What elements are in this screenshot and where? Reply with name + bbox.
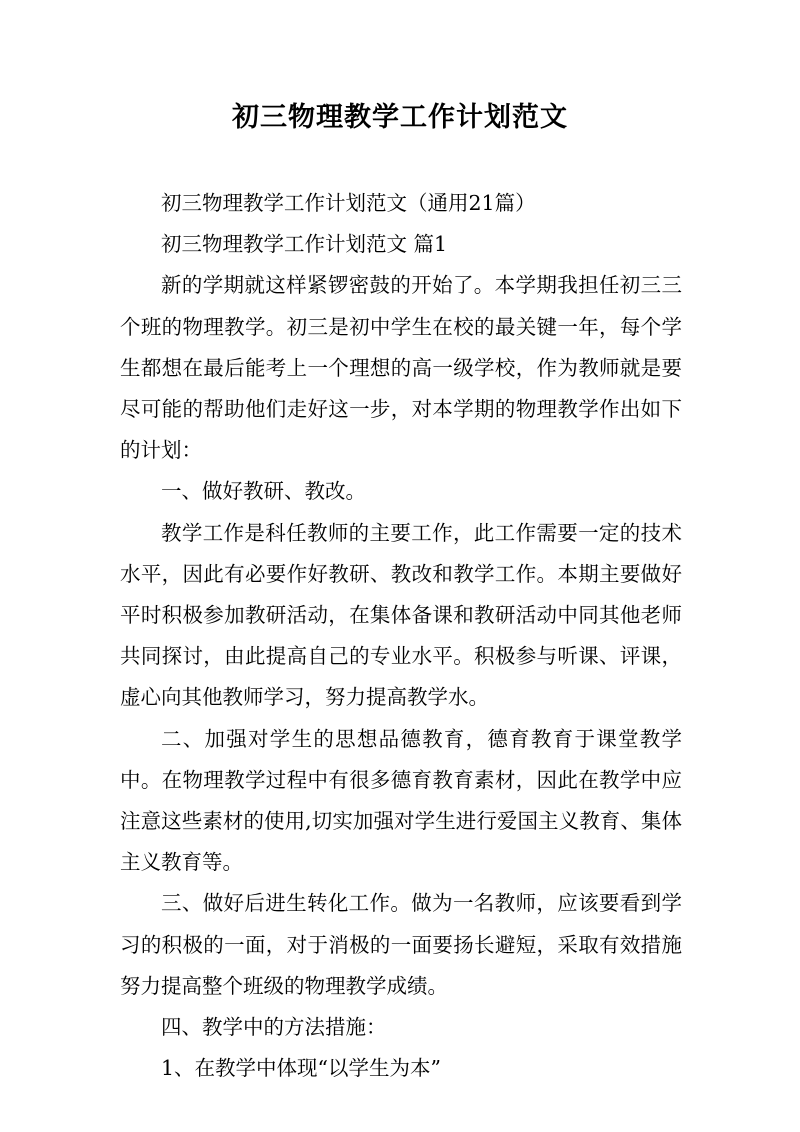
document-body [120,183,682,1089]
section-heading-paragraph: 初三物理教学工作计划范文 篇1 [161,232,448,257]
point-one-heading: 一、做好教研、教改。 [161,479,366,504]
point-two-paragraph: 二、加强对学生的思想品德教育，德育教育于课堂教学中。在物理教学过程中有很多德育教育素材，因此在教学中应注意这些素材的使用,切实加强对学生进行爱国主义教育、集体主义教育等。 [120,726,682,875]
method-one-paragraph: 1、在教学中体现“以学生为本” [161,1056,442,1081]
point-four-heading: 四、教学中的方法措施： [161,1015,387,1040]
subtitle-paragraph: 初三物理教学工作计划范文（通用21篇） [161,191,536,215]
point-three-paragraph: 三、做好后进生转化工作。做为一名教师，应该要看到学习的积极的一面，对于消极的一面要扬长避短，采取有效措施努力提高整个班级的物理教学成绩。 [120,891,682,998]
intro-paragraph: 新的学期就这样紧锣密鼓的开始了。本学期我担任初三三个班的物理教学。初三是初中学生在校的最关键一年，每个学生都想在最后能考上一个理想的高一级学校，作为教师就是要尽可能的帮助他们走好这一步，对本学期的物理教学作出如下的计划： [120,273,682,463]
document-title: 初三物理教学工作计划范文 [232,102,568,133]
point-one-paragraph: 教学工作是科任教师的主要工作，此工作需要一定的技术水平，因此有必要作好教研、教改和教学工作。本期主要做好平时积极参加教研活动，在集体备课和教研活动中同其他老师共同探讨，由此提高自己的专业水平。积极参与听课、评课，虚心向其他教师学习，努力提高教学水。 [120,520,682,710]
